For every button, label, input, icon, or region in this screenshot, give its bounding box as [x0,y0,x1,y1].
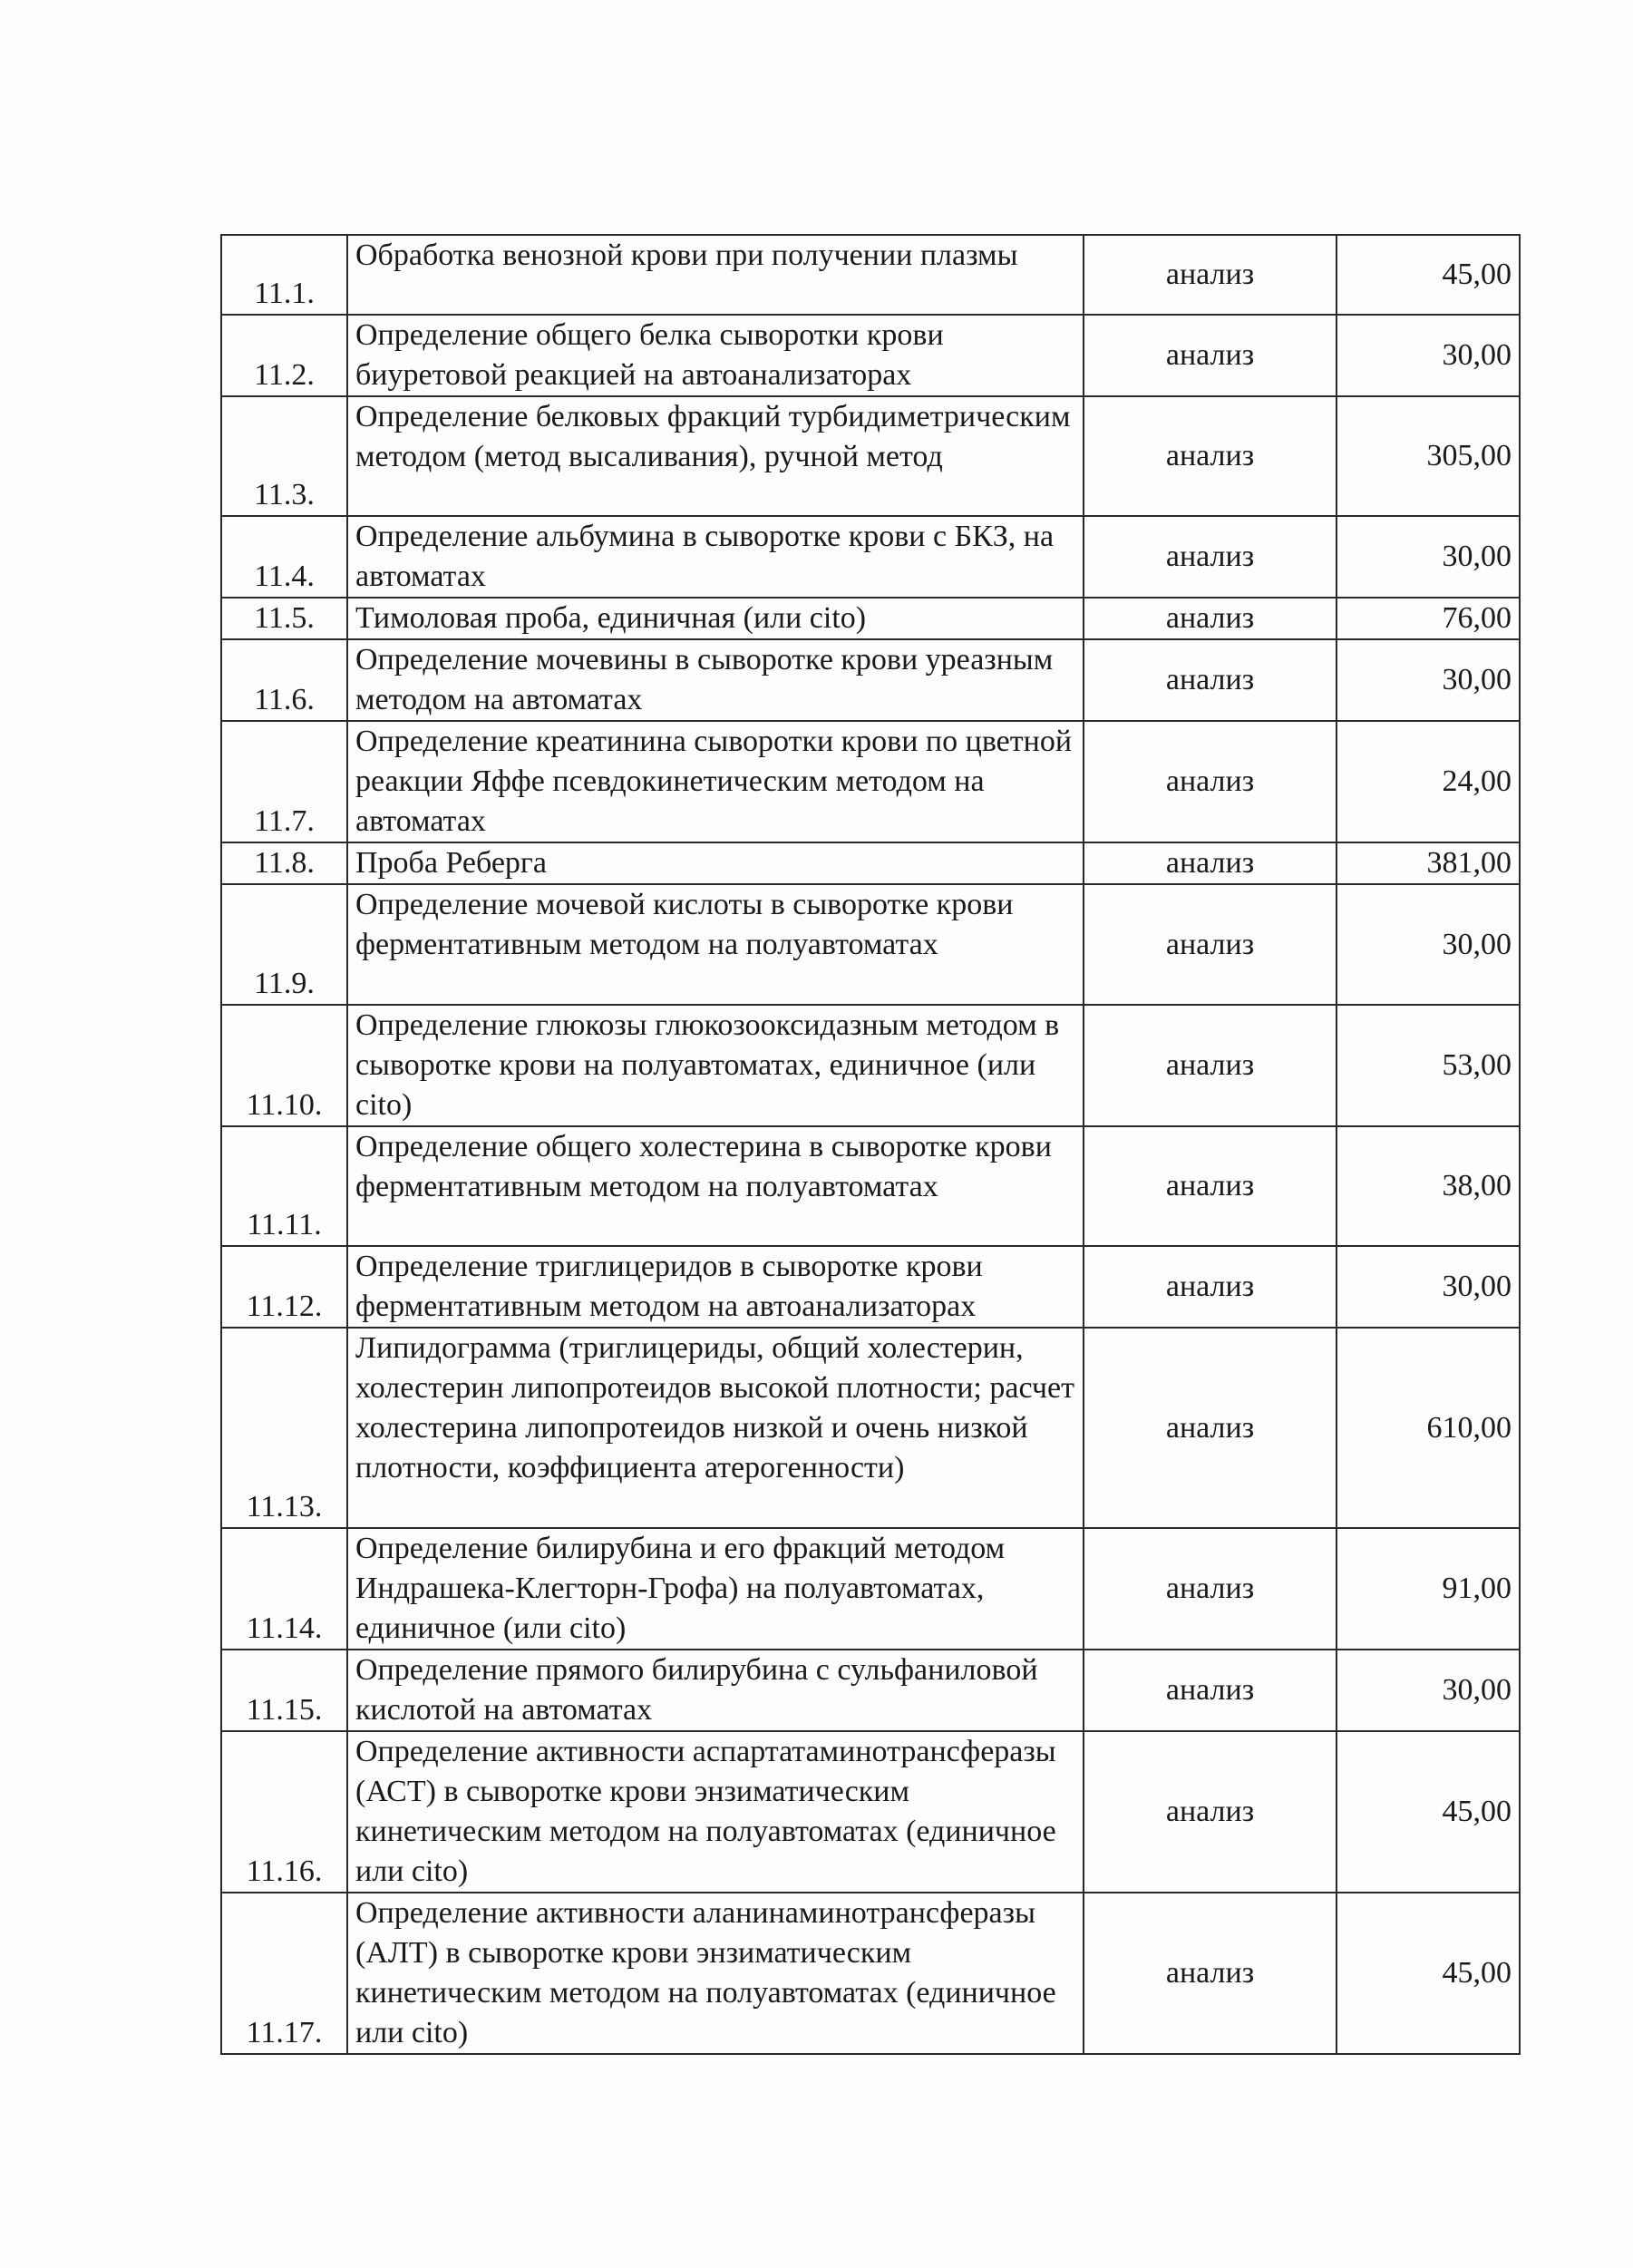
table-row [221,1893,1520,2054]
price-table [220,234,1521,2055]
row-price: 38,00 [1337,1126,1520,1246]
row-code: 11.2. [221,315,347,396]
row-unit: анализ [1084,1731,1337,1893]
row-description: Определение активности аспартатаминотрансферазы (АСТ) в сыворотке крови энзиматическим кинетическим методом на полуавтоматах (единичное или cito) [347,1731,1084,1893]
table-row [221,1528,1520,1650]
row-unit: анализ [1084,639,1337,721]
row-price: 53,00 [1337,1005,1520,1126]
table-row [221,842,1520,884]
row-description: Определение триглицеридов в сыворотке крови ферментативным методом на автоанализаторах [347,1246,1084,1328]
row-description: Определение белковых фракций турбидиметрическим методом (метод высаливания), ручной метод [347,396,1084,516]
row-code: 11.16. [221,1731,347,1893]
row-description: Определение мочевины в сыворотке крови уреазным методом на автоматах [347,639,1084,721]
row-price: 45,00 [1337,1731,1520,1893]
table-row [221,1126,1520,1246]
row-price: 381,00 [1337,842,1520,884]
table-row [221,1650,1520,1731]
table-row [221,598,1520,639]
row-unit: анализ [1084,842,1337,884]
row-description: Определение альбумина в сыворотке крови с БКЗ, на автоматах [347,516,1084,598]
row-description: Определение мочевой кислоты в сыворотке крови ферментативным методом на полуавтоматах [347,884,1084,1005]
row-code: 11.4. [221,516,347,598]
row-unit: анализ [1084,1328,1337,1528]
row-price: 45,00 [1337,1893,1520,2054]
row-description: Определение билирубина и его фракций методом Индрашека-Клегторн-Грофа) на полуавтоматах, единичное (или cito) [347,1528,1084,1650]
row-price: 24,00 [1337,721,1520,842]
table-row [221,639,1520,721]
row-code: 11.15. [221,1650,347,1731]
row-price: 91,00 [1337,1528,1520,1650]
row-code: 11.8. [221,842,347,884]
row-description: Липидограмма (триглицериды, общий холестерин, холестерин липопротеидов высокой плотности; расчет холестерина липопротеидов низкой и очень низкой плотности, коэффициента атерогенности) [347,1328,1084,1528]
row-description: Определение общего белка сыворотки крови биуретовой реакцией на автоанализаторах [347,315,1084,396]
row-price: 30,00 [1337,1650,1520,1731]
row-code: 11.7. [221,721,347,842]
row-unit: анализ [1084,1005,1337,1126]
row-unit: анализ [1084,598,1337,639]
row-unit: анализ [1084,1528,1337,1650]
row-code: 11.10. [221,1005,347,1126]
row-price: 30,00 [1337,639,1520,721]
row-code: 11.1. [221,235,347,315]
row-price: 30,00 [1337,884,1520,1005]
table-row [221,1328,1520,1528]
row-code: 11.5. [221,598,347,639]
row-description: Определение активности аланинаминотрансферазы (АЛТ) в сыворотке крови энзиматическим кинетическим методом на полуавтоматах (единичное или cito) [347,1893,1084,2054]
row-price: 30,00 [1337,315,1520,396]
row-description: Проба Реберга [347,842,1084,884]
table-row [221,235,1520,315]
table-row [221,315,1520,396]
row-code: 11.11. [221,1126,347,1246]
row-unit: анализ [1084,721,1337,842]
row-price: 76,00 [1337,598,1520,639]
table-row [221,1005,1520,1126]
row-code: 11.13. [221,1328,347,1528]
row-price: 45,00 [1337,235,1520,315]
row-unit: анализ [1084,516,1337,598]
row-description: Определение общего холестерина в сыворотке крови ферментативным методом на полуавтоматах [347,1126,1084,1246]
table-row [221,1731,1520,1893]
row-unit: анализ [1084,1650,1337,1731]
row-code: 11.17. [221,1893,347,2054]
row-description: Определение глюкозы глюкозооксидазным методом в сыворотке крови на полуавтоматах, единичное (или cito) [347,1005,1084,1126]
row-code: 11.12. [221,1246,347,1328]
row-price: 30,00 [1337,516,1520,598]
row-unit: анализ [1084,1893,1337,2054]
row-description: Определение прямого билирубина с сульфаниловой кислотой на автоматах [347,1650,1084,1731]
table-row [221,516,1520,598]
row-code: 11.9. [221,884,347,1005]
row-price: 610,00 [1337,1328,1520,1528]
row-unit: анализ [1084,396,1337,516]
table-row [221,396,1520,516]
row-unit: анализ [1084,235,1337,315]
row-price: 305,00 [1337,396,1520,516]
row-code: 11.6. [221,639,347,721]
row-price: 30,00 [1337,1246,1520,1328]
row-code: 11.3. [221,396,347,516]
price-table-body [221,235,1520,2054]
row-code: 11.14. [221,1528,347,1650]
row-unit: анализ [1084,1246,1337,1328]
row-unit: анализ [1084,884,1337,1005]
row-description: Тимоловая проба, единичная (или cito) [347,598,1084,639]
row-unit: анализ [1084,315,1337,396]
table-row [221,721,1520,842]
table-row [221,1246,1520,1328]
row-description: Определение креатинина сыворотки крови по цветной реакции Яффе псевдокинетическим методом на автоматах [347,721,1084,842]
row-description: Обработка венозной крови при получении плазмы [347,235,1084,315]
table-row [221,884,1520,1005]
row-unit: анализ [1084,1126,1337,1246]
